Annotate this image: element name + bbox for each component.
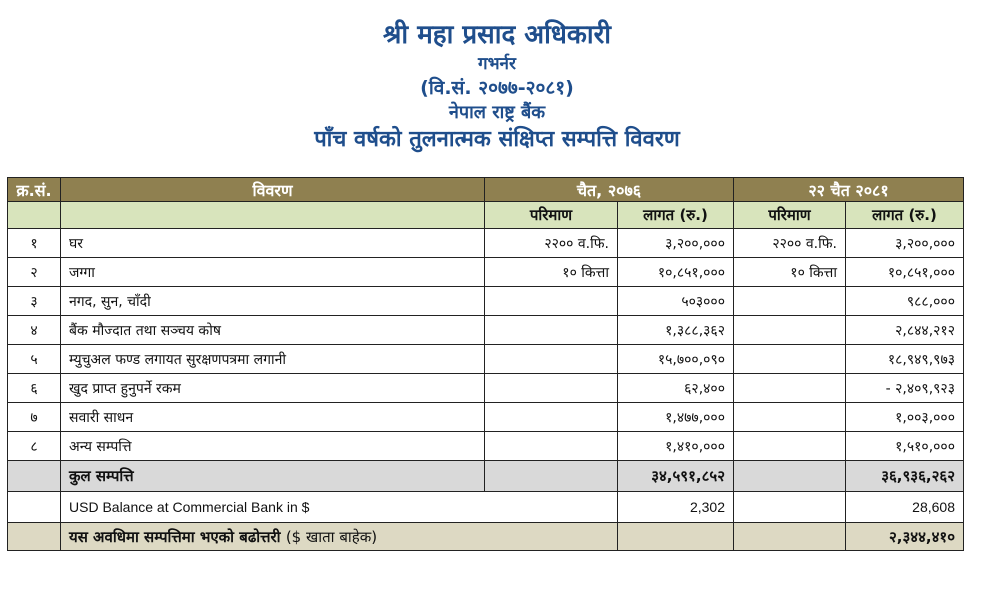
row-description: जग्गा [61,258,485,287]
row-quantity-2076 [485,374,618,403]
total-assets-row [8,461,964,492]
row-quantity-2076: १० कित्ता [485,258,618,287]
row-quantity-2081: १० कित्ता [734,258,846,287]
total-quantity-2076-empty [485,461,618,492]
row-quantity-2076: २२०० व.फि. [485,229,618,258]
row-cost-2081: ९८८,००० [846,287,964,316]
growth-label: यस अवधिमा सम्पत्तिमा भएको बढोत्तरी [69,527,281,546]
row-cost-2081: - २,४०९,९२३ [846,374,964,403]
tenure-period: (वि.सं. २०७७-२०८१) [420,77,574,99]
total-sn-empty [8,461,61,492]
row-quantity-2076 [485,287,618,316]
growth-quantity-2081-empty [734,523,846,551]
growth-sn-empty [8,523,61,551]
subheader-quantity-2076: परिमाण [485,202,618,229]
row-description: सवारी साधन [61,403,485,432]
usd-balance-row [8,492,964,523]
row-quantity-2081 [734,345,846,374]
row-quantity-2081 [734,316,846,345]
designation: गभर्नर [478,54,516,74]
row-quantity-2076 [485,403,618,432]
row-cost-2076: १,४१०,००० [618,432,734,461]
subheader-empty [61,202,485,229]
row-quantity-2076 [485,432,618,461]
row-sn: १ [8,229,61,258]
total-label: कुल सम्पत्ति [61,461,485,492]
header-sn: क्र.सं. [8,178,61,202]
table-header-row [8,178,964,202]
table-row [8,403,964,432]
row-quantity-2081 [734,374,846,403]
growth-value-2081: २,३४४,४१० [846,523,964,551]
growth-label-cell [61,523,618,551]
row-sn: ४ [8,316,61,345]
organization-name: नेपाल राष्ट्र बैंक [448,102,546,123]
usd-sn-empty [8,492,61,523]
header-description: विवरण [61,178,485,202]
total-cost-2081: ३६,९३६,२६२ [846,461,964,492]
usd-value-2076: 2,302 [618,492,734,523]
asset-growth-row [8,523,964,551]
row-sn: ३ [8,287,61,316]
row-cost-2081: ३,२००,००० [846,229,964,258]
row-quantity-2081: २२०० व.फि. [734,229,846,258]
row-quantity-2081 [734,403,846,432]
subheader-empty [8,202,61,229]
subheader-quantity-2081: परिमाण [734,202,846,229]
row-cost-2076: ५०३००० [618,287,734,316]
row-description: नगद, सुन, चाँदी [61,287,485,316]
header-period-2081: २२ चैत २०८१ [734,178,964,202]
row-sn: ६ [8,374,61,403]
table-row [8,432,964,461]
usd-quantity-2081-empty [734,492,846,523]
total-cost-2076: ३४,५९१,८५२ [618,461,734,492]
row-quantity-2081 [734,287,846,316]
row-sn: २ [8,258,61,287]
row-quantity-2076 [485,316,618,345]
total-quantity-2081-empty [734,461,846,492]
row-cost-2081: १०,८५१,००० [846,258,964,287]
row-description: बैंक मौज्दात तथा सञ्चय कोष [61,316,485,345]
subheader-cost-2081: लागत (रु.) [846,202,964,229]
row-sn: ७ [8,403,61,432]
table-row [8,316,964,345]
row-quantity-2081 [734,432,846,461]
row-quantity-2076 [485,345,618,374]
table-row [8,287,964,316]
table-row [8,229,964,258]
row-cost-2076: १,३८८,३६२ [618,316,734,345]
row-cost-2076: ३,२००,००० [618,229,734,258]
usd-label: USD Balance at Commercial Bank in $ [61,492,618,523]
row-cost-2081: १८,९४९,९७३ [846,345,964,374]
table-row [8,258,964,287]
row-cost-2081: १,५१०,००० [846,432,964,461]
row-cost-2076: १५,७००,०९० [618,345,734,374]
person-name: श्री महा प्रसाद अधिकारी [383,20,611,50]
table-subheader-row [8,202,964,229]
row-sn: ५ [8,345,61,374]
document-title-block [0,18,990,155]
row-description: अन्य सम्पत्ति [61,432,485,461]
table-row [8,345,964,374]
row-description: खुद प्राप्त हुनुपर्ने रकम [61,374,485,403]
row-cost-2081: २,८४४,२१२ [846,316,964,345]
asset-comparison-table [7,177,964,551]
row-cost-2076: १०,८५१,००० [618,258,734,287]
usd-value-2081: 28,608 [846,492,964,523]
row-cost-2076: ६२,४०० [618,374,734,403]
row-cost-2076: १,४७७,००० [618,403,734,432]
growth-note: ($ खाता बाहेक) [285,527,378,546]
subheader-cost-2076: लागत (रु.) [618,202,734,229]
row-sn: ८ [8,432,61,461]
table-row [8,374,964,403]
header-period-2076: चैत, २०७६ [485,178,734,202]
document-subject: पाँच वर्षको तुलनात्मक संक्षिप्त सम्पत्ति विवरण [314,127,680,152]
growth-value-2076-empty [618,523,734,551]
row-description: म्युचुअल फण्ड लगायत सुरक्षणपत्रमा लगानी [61,345,485,374]
row-cost-2081: १,००३,००० [846,403,964,432]
row-description: घर [61,229,485,258]
